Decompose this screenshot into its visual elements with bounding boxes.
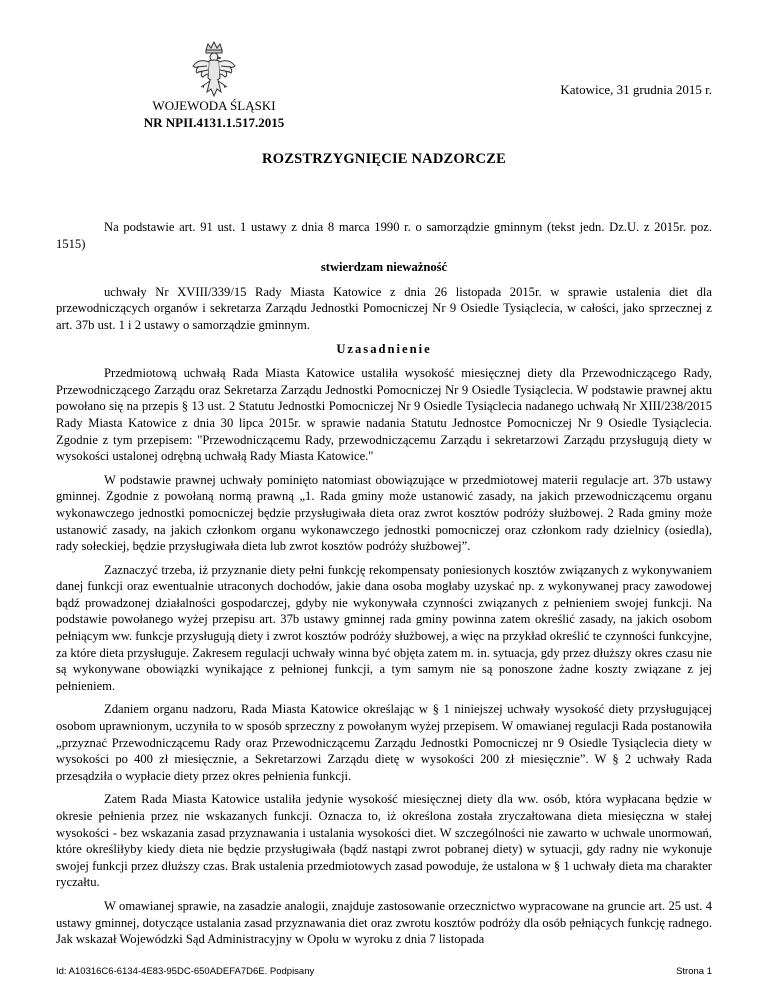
- document-id: Id: A10316C6-6134-4E83-95DC-650ADEFA7D6E. Podpisany: [56, 966, 315, 977]
- finding-heading: stwierdzam nieważność: [320, 260, 448, 275]
- justification-paragraph: Przedmiotową uchwałą Rada Miasta Katowice ustaliła wysokość miesięcznej diety dla Przewodniczącego Rady, Przewodniczącego Zarządu oraz Sekretarza Zarządu Jednostki Pomocniczej Nr 9 Osiedle Tysiąclecia. W podstawie prawnej aktu powołano się na przepis § 13 ust. 2 Statutu Jednostki Pomocniczej Nr 9 Osiedle Tysiąclecia nadanego uchwałą Nr XIII/238/2015 Rady Miasta Katowice z dnia 30 lipca 2015r. w sprawie nadania Statutu Jednostce Pomocniczej Nr 9 Osiedle Tysiąclecia. Zgodnie z tym przepisem: "Przewodniczącemu Rady, przewodniczącemu Zarządu i sekretarzowi Zarządu przysługują diety w wysokości ustalonej odrębną uchwałą Rady Miasta Katowice.": [56, 366, 712, 464]
- polish-eagle-emblem-icon: [189, 40, 239, 102]
- justification-paragraph: W omawianej sprawie, na zasadzie analogii, znajduje zastosowanie orzecznictwo wypracowane na gruncie art. 25 ust. 4 ustawy gminnej, dotyczące ustalania zasad przyznawania diet oraz zwrotu kosztów podróży dla osób pełniących funkcję radnego. Jak wskazał Wojewódzki Sąd Administracyjny w Opolu w wyroku z dnia 7 listopada: [56, 898, 712, 947]
- page-number: Strona 1: [676, 966, 712, 977]
- issuer-name: WOJEWODA ŚLĄSKI: [152, 98, 276, 113]
- document-body: [56, 219, 712, 955]
- justification-paragraph: Zaznaczyć trzeba, iż przyznanie diety pełni funkcję rekompensaty poniesionych kosztów związanych z wykonywaniem danej funkcji oraz ewentualnie utraconych dochodów, jakie dana osoba mogłaby uzyskać np. z wykonywanej pracy zawodowej bądź prowadzonej działalności gospodarczej, gdyby nie wykonywała czynności związanych z pełnieniem swojej funkcji. Na podstawie powołanego wyżej przepisu art. 37b ustawy gminnej rada gminy powinna zatem określić zasady, na jakich osobom pełniącym ww. funkcje przysługują diety i zwrot kosztów podróży służbowej, a więc na przykład określić te czynności funkcyjne, za które dieta przysługuje. Zakresem regulacji uchwały winna być objęta zatem m. in. sytuacja, gdy przez dłuższy okres czasu nie są wykonywane obowiązki wynikające z pełnionej funkcji, a tym samym nie są ponoszone żadne koszty związane z jej pełnieniem.: [56, 562, 712, 693]
- document-title: ROZSTRZYGNIĘCIE NADZORCZE: [262, 151, 506, 167]
- justification-paragraph: Zdaniem organu nadzoru, Rada Miasta Katowice określając w § 1 niniejszej uchwały wysokość diety przysługującej osobom uprawnionym, uczyniła to w sposób sprzeczny z powołanym wyżej przepisem. W omawianej regulacji Rada postanowiła „przyznać Przewodniczącemu Rady oraz Przewodniczącemu Zarządu Jednostki Pomocniczej nr 9 Osiedle Tysiąclecia diety w wysokości po 400 zł miesięcznie, a Sekretarzowi Zarządu dietę w wysokości 200 zł miesięcznie”. W § 2 uchwały Rada przesądziła o wypłacie diety przez okres pełnienia funkcji.: [56, 702, 712, 783]
- justification-heading: Uzasadnienie: [336, 341, 432, 356]
- legal-basis-paragraph: Na podstawie art. 91 ust. 1 ustawy z dnia 8 marca 1990 r. o samorządzie gminnym (tekst jedn. Dz.U. z 2015r. poz. 1515): [56, 220, 712, 251]
- issuer-block: [130, 97, 298, 131]
- justification-paragraph: Zatem Rada Miasta Katowice ustaliła jedynie wysokość miesięcznej diety dla ww. osób, która wypłacana będzie w okresie pełnienia przez nie wskazanych funkcji. Oznacza to, iż określona została zryczałtowana dieta miesięczna w stałej wysokości - bez wskazania zasad przyznawania i ustalania wysokości diet. W szczególności nie zawarto w uchwale unormowań, które określiłyby kiedy dieta nie będzie przysługiwała (bądź nastąpi zwrot pobranej diety) w sytuacji, gdy radny nie wykonuje swojej funkcji przez dłuższy czas. Brak ustalenia przedmiotowych zasad powoduje, że ustalona w § 1 uchwały dieta ma charakter ryczałtu.: [56, 792, 712, 890]
- finding-paragraph: uchwały Nr XVIII/339/15 Rady Miasta Katowice z dnia 26 listopada 2015r. w sprawie ustalenia diet dla przewodniczących organów i sekretarza Zarządu Jednostki Pomocniczej Nr 9 Osiedle Tysiąclecia, w całości, jako sprzecznej z art. 37b ust. 1 i 2 ustawy o samorządzie gminnym.: [56, 284, 712, 332]
- document-date: Katowice, 31 grudnia 2015 r.: [560, 82, 712, 97]
- reference-number: NR NPII.4131.1.517.2015: [143, 115, 285, 130]
- justification-paragraph: W podstawie prawnej uchwały pominięto natomiast obowiązujące w przedmiotowej materii regulacje art. 37b ustawy gminnej. Zgodnie z powołaną normą prawną „1. Rada gminy może ustanowić zasady, na jakich przewodniczącemu organu wykonawczego jednostki pomocniczej będzie przysługiwała dieta oraz zwrot kosztów podróży służbowej. 2 Rada gminy może ustanowić zasady, na jakich członkom organu wykonawczego jednostki pomocniczej oraz członkom rady dzielnicy (osiedla), rady sołeckiej, będzie przysługiwała dieta lub zwrot kosztów podróży służbowej”.: [56, 472, 712, 554]
